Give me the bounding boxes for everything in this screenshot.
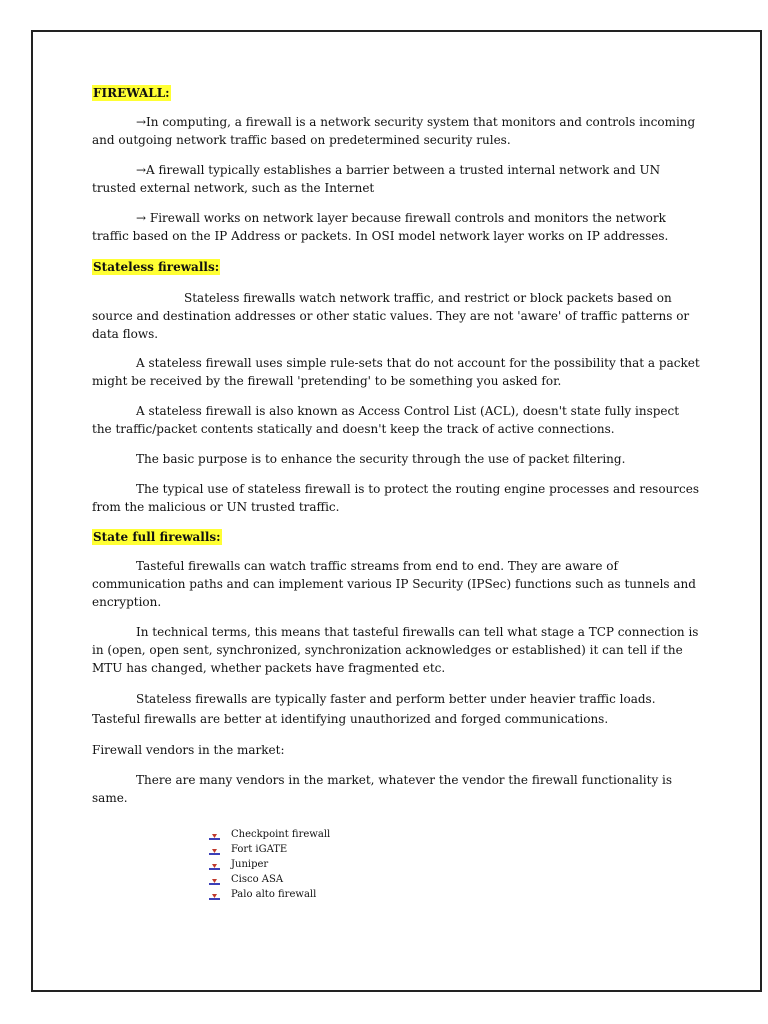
heading-stateless-wrap <box>92 258 702 276</box>
paragraph-firewall-barrier: →A firewall typically establishes a barrier between a trusted internal network and UN trusted external network, such as the Internet <box>92 163 661 195</box>
vendor-name: Fort iGATE <box>231 844 288 855</box>
heading-firewall: FIREWALL: <box>93 86 170 100</box>
paragraph-stateless-purpose: The basic purpose is to enhance the security through the use of packet filtering. <box>136 452 626 466</box>
list-item <box>209 827 330 842</box>
paragraph-stateless-rulesets: A stateless firewall uses simple rule-sets that do not account for the possibility that a packet might be received by the firewall 'pretending' to be something you asked for. <box>92 356 700 388</box>
paragraph-vendors: There are many vendors in the market, whatever the vendor the firewall functionality is same. <box>92 773 673 805</box>
heading-stateful: State full firewalls: <box>93 530 221 544</box>
vendor-name: Checkpoint firewall <box>231 829 331 840</box>
arrow-bullet-icon <box>209 889 225 901</box>
paragraph-stateless-use: The typical use of stateless firewall is to protect the routing engine processes and resources from the malicious or UN trusted traffic. <box>92 482 699 514</box>
paragraph-stateless-vs-stateful: Stateless firewalls are typically faster and perform better under heavier traffic loads. Tasteful firewalls are better at identifying unauthorized and forged communications. <box>92 692 656 726</box>
vendor-list <box>209 827 330 902</box>
list-item <box>209 887 330 902</box>
document-page <box>31 30 762 992</box>
paragraph-firewall-definition: →In computing, a firewall is a network security system that monitors and controls incoming and outgoing network traffic based on predetermined security rules. <box>92 115 696 147</box>
vendor-name: Juniper <box>231 859 269 870</box>
heading-stateful-wrap <box>92 528 702 546</box>
vendor-name: Cisco ASA <box>231 874 284 885</box>
list-item <box>209 857 330 872</box>
arrow-bullet-icon <box>209 859 225 871</box>
paragraph-stateless-intro: Stateless firewalls watch network traffic, and restrict or block packets based on source and destination addresses or other static values. They are not 'aware' of traffic patterns or data flows. <box>92 291 690 341</box>
arrow-bullet-icon <box>209 829 225 841</box>
paragraph-stateless-acl: A stateless firewall is also known as Access Control List (ACL), doesn't state fully inspect the traffic/packet contents statically and doesn't keep the track of active connections. <box>92 404 680 436</box>
heading-firewall-wrap <box>92 84 702 102</box>
paragraph-stateful-technical: In technical terms, this means that tasteful firewalls can tell what stage a TCP connection is in (open, open sent, synchronized, synchronization acknowledges or established) it can tell if the MTU has changed, whether packets have fragmented etc. <box>92 625 699 675</box>
vendors-heading: Firewall vendors in the market: <box>92 743 285 757</box>
paragraph-firewall-network-layer: → Firewall works on network layer because firewall controls and monitors the network traffic based on the IP Address or packets. In OSI model network layer works on IP addresses. <box>92 211 669 243</box>
arrow-bullet-icon <box>209 844 225 856</box>
paragraph-stateful-intro: Tasteful firewalls can watch traffic streams from end to end. They are aware of communication paths and can implement various IP Security (IPSec) functions such as tunnels and encryption. <box>92 559 696 609</box>
list-item <box>209 872 330 887</box>
heading-stateless: Stateless firewalls: <box>93 260 220 274</box>
vendor-name: Palo alto firewall <box>231 889 317 900</box>
document-body <box>92 84 702 807</box>
list-item <box>209 842 330 857</box>
arrow-bullet-icon <box>209 874 225 886</box>
